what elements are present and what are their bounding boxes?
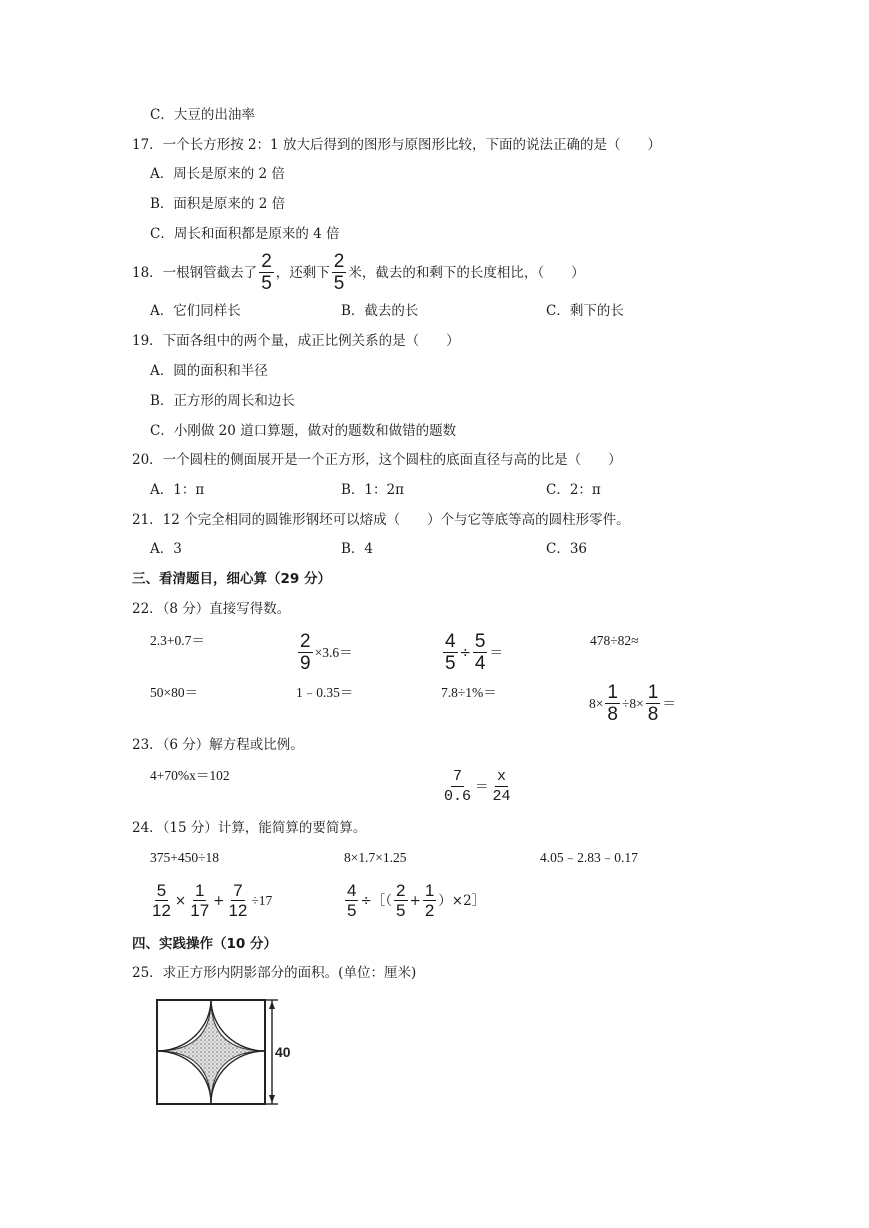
q17-stem: 17．一个长方形按 2：1 放大后得到的图形与原图形比较，下面的说法正确的是（ ） [132,137,661,153]
fraction-denominator: 5 [445,653,456,674]
q18-fraction-cut [259,252,274,293]
fraction-denominator: 5 [261,273,272,294]
q17-option-c: C．周长和面积都是原来的 4 倍 [150,226,340,242]
fraction [298,632,313,673]
expression-part: 8× [589,695,604,711]
q16-option-c: C．大豆的出油率 [150,107,255,123]
expression-rest: ）×2］ [438,892,486,909]
q22-expression-3 [441,632,503,673]
fraction-numerator: 1 [194,881,205,900]
q24-stem: 24．（15 分）计算，能简算的要简算。 [132,820,367,836]
equals-sign: ＝ [489,644,503,661]
fraction-numerator: 4 [445,631,456,652]
q22-expression-1: 2.3+0.7＝ [150,633,205,648]
operator: + [213,892,225,909]
expression-rest: ÷17 [251,892,273,908]
equals-sign: ＝ [475,778,489,795]
q24-expression-5 [343,882,485,919]
fraction-denominator: 5 [333,273,345,294]
q23-stem: 23．（6 分）解方程或比例。 [132,737,304,753]
fraction-denominator: 24 [492,788,511,805]
q18-stem [132,252,585,293]
fraction [473,632,488,673]
fraction-numerator: 7 [233,881,243,900]
expression-rest: ×3.6＝ [314,644,353,660]
fraction-denominator: 8 [607,704,618,725]
fraction [605,683,620,724]
fraction [188,882,211,919]
fraction [226,882,249,919]
q23-proportion [440,768,515,805]
fraction-numerator: 2 [396,881,406,900]
q21-option-c: C．36 [546,541,588,557]
fraction-denominator: 2 [424,901,435,920]
q19-option-b: B．正方形的周长和边长 [150,393,295,409]
fraction-numerator: 5 [474,631,486,652]
q21-option-b: B．4 [341,541,374,557]
fraction [394,882,407,919]
fraction-denominator: 17 [190,901,210,920]
q24-expression-2: 8×1.7×1.25 [344,850,407,865]
dimension-arrow-top [269,1001,275,1009]
fraction-denominator: 8 [647,704,659,725]
q19-option-c: C．小刚做 20 道口算题，做对的题数和做错的题数 [150,423,457,439]
q19-option-a: A．圆的面积和半径 [150,363,268,379]
fraction [491,768,513,805]
q18-stem-part1: 18．一根钢管截去了 [132,264,258,281]
fraction-denominator: 9 [300,653,311,674]
fraction-numerator: 1 [424,881,435,900]
fraction-denominator: 5 [347,901,357,920]
q18-fraction-remaining [332,252,347,293]
q18-option-a: A．它们同样长 [150,303,241,319]
q24-expression-1: 375+450÷18 [150,850,220,865]
q22-expression-7: 7.8÷1%＝ [441,685,497,700]
dimension-label: 40 [275,1044,291,1060]
operator: ÷［（ [360,892,393,909]
q22-expression-4: 478÷82≈ [590,633,639,648]
fraction-numerator: 1 [647,682,659,703]
shaded-region [157,1000,265,1104]
equals-sign: ＝ [662,695,676,712]
q20-option-a: A．1：π [150,482,205,498]
dimension-arrow-bottom [269,1095,275,1103]
fraction-numerator: x [497,768,507,785]
fraction-numerator: 2 [333,251,345,272]
fraction [442,768,473,805]
fraction-numerator: 2 [300,631,311,652]
q20-option-b: B．1：2π [341,482,404,498]
fraction-denominator: 12 [152,901,171,920]
fraction-numerator: 1 [607,682,618,703]
q22-stem: 22．（8 分）直接写得数。 [132,601,291,617]
q18-option-b: B．截去的长 [341,303,419,319]
fraction-numerator: 4 [347,881,357,900]
fraction [345,882,358,919]
fraction-denominator: 0.6 [444,788,472,805]
q20-option-c: C．2：π [546,482,601,498]
fraction-numerator: 7 [453,768,463,785]
q24-expression-4 [148,882,272,919]
fraction [646,683,661,724]
q25-stem: 25．求正方形内阴影部分的面积。(单位：厘米) [132,965,417,981]
q17-option-b: B．面积是原来的 2 倍 [150,196,286,212]
q22-expression-6: 1﹣0.35＝ [296,685,354,700]
fraction [150,882,173,919]
fraction-denominator: 12 [228,901,248,920]
q22-expression-5: 50×80＝ [150,685,199,700]
fraction-denominator: 4 [474,653,486,674]
fraction-numerator: 2 [261,251,272,272]
fraction [423,882,436,919]
fraction [443,632,458,673]
q23-equation: 4+70%x＝102 [150,768,230,783]
q20-stem: 20．一个圆柱的侧面展开是一个正方形，这个圆柱的底面直径与高的比是（ ） [132,452,622,468]
q21-stem: 21．12 个完全相同的圆锥形钢坯可以熔成（ ）个与它等底等高的圆柱形零件。 [132,512,630,528]
q17-option-a: A．周长是原来的 2 倍 [150,166,285,182]
operator: + [409,892,421,909]
section-4-title: 四、实践操作（10 分） [132,936,277,952]
q22-expression-8 [589,683,676,724]
expression-part: ÷8× [621,695,644,711]
operator: ÷ [459,644,471,661]
q18-stem-part2: ，还剩下 [275,264,330,281]
square-shaded-figure [148,995,293,1115]
q22-expression-2 [296,632,353,673]
q18-stem-part3: 米，截去的和剩下的长度相比，（ ） [348,264,585,281]
q21-option-a: A．3 [150,541,182,557]
fraction-numerator: 5 [156,881,167,900]
fraction-denominator: 5 [396,901,406,920]
section-3-title: 三、看清题目，细心算（29 分） [132,571,331,587]
q19-stem: 19．下面各组中的两个量，成正比例关系的是（ ） [132,333,460,349]
q24-expression-3: 4.05﹣2.83﹣0.17 [540,850,638,865]
q18-option-c: C．剩下的长 [546,303,624,319]
operator: × [174,892,187,909]
